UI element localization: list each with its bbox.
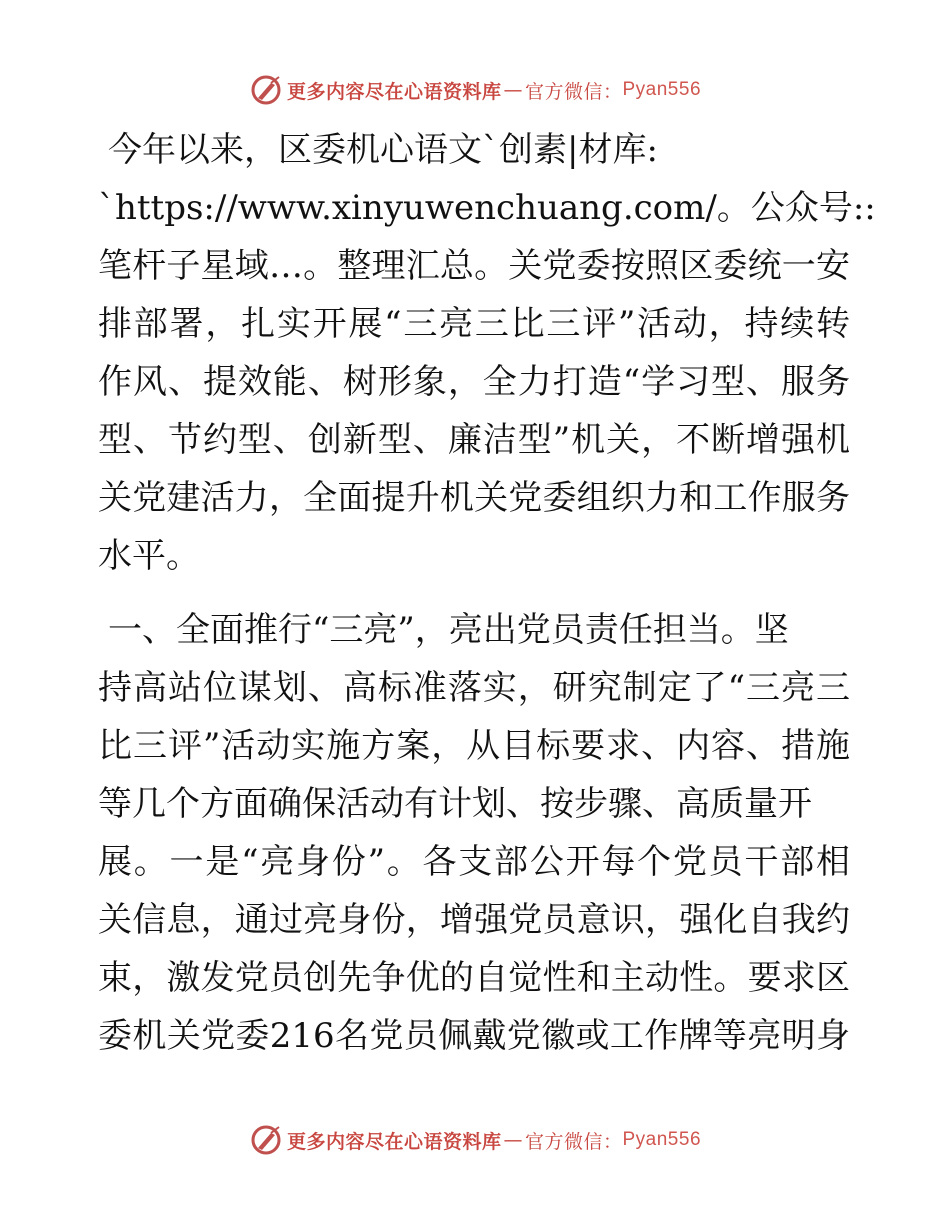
banner-main-text: 更多内容尽在心语资料库 [286,1130,502,1153]
banner-dash: — [503,79,523,101]
banner-wechat-id: Pyan556 [622,79,702,100]
quill-logo-icon [249,1123,283,1157]
text-line: 作风、提效能、树形象，全力打造“学习型、服务 [98,362,850,402]
text-line: 等几个方面确保活动有计划、按步骤、高质量开 [98,784,812,824]
text-line: 持高站位谋划、高标准落实，研究制定了“三亮三 [98,668,850,708]
text-line: 水平。 [98,536,200,576]
text-line: 笔杆子星域…。整理汇总。关党委按照区委统一安 [98,246,850,286]
paragraph-intro [98,121,876,585]
text-line: 排部署，扎实开展“三亮三比三评”活动，持续转 [98,304,850,344]
banner-wechat-id: Pyan556 [622,1129,702,1150]
text-line: 关信息，通过亮身份，增强党员意识，强化自我约 [98,900,850,940]
banner-main-text: 更多内容尽在心语资料库 [286,80,502,103]
banner-sub-text: 官方微信： [524,1130,623,1153]
text-line: 今年以来，区委机心语文`创素|材库: [108,130,658,170]
paragraph-section-one [98,601,850,1065]
text-line: 关党建活力，全面提升机关党委组织力和工作服务 [98,478,850,518]
document-body [98,121,876,1065]
text-line: 一、全面推行“三亮”，亮出党员责任担当。坚 [108,610,789,650]
banner-sub-text: 官方微信： [524,80,623,103]
footer-banner [0,1120,950,1160]
text-line: 委机关党委216名党员佩戴党徽或工作牌等亮明身 [98,1016,850,1056]
text-line: 束，激发党员创先争优的自觉性和主动性。要求区 [98,958,850,998]
quill-logo-icon [249,73,283,107]
text-line: 型、节约型、创新型、廉洁型”机关，不断增强机 [98,420,850,460]
text-line: 比三评”活动实施方案，从目标要求、内容、措施 [98,726,850,766]
header-banner [0,70,950,110]
paragraph-gap [98,585,850,601]
text-line: `https://www.xinyuwenchuang.com/。公众号:: [98,188,876,228]
banner-dash: — [503,1129,523,1151]
text-line: 展。一是“亮身份”。各支部公开每个党员干部相 [98,842,850,882]
